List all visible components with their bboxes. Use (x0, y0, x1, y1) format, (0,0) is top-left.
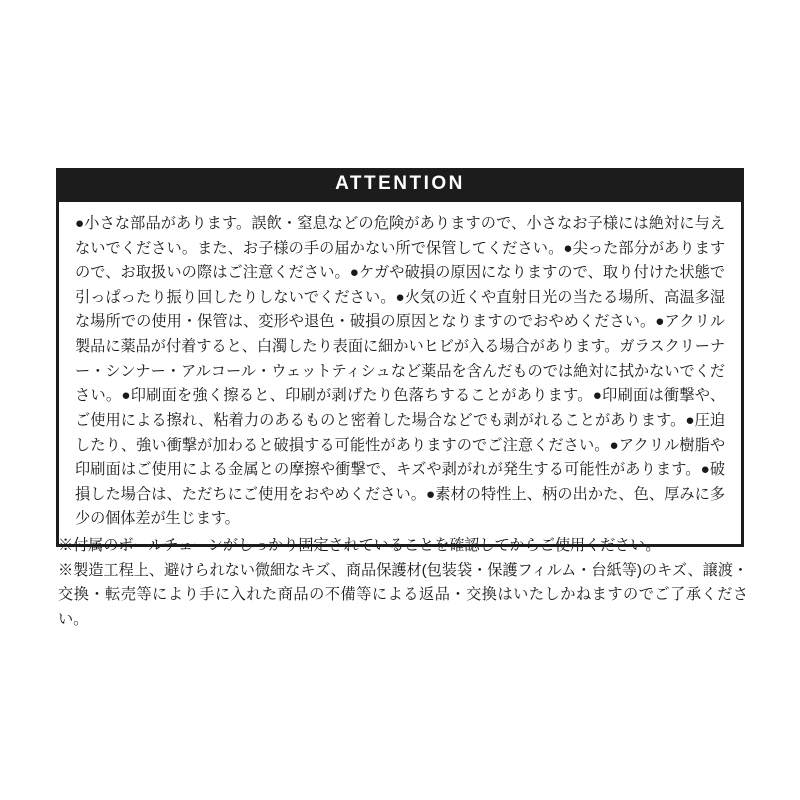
attention-heading: ATTENTION (56, 168, 744, 202)
footnote-item: ※製造工程上、避けられない微細なキズ、商品保護材(包装袋・保護フィルム・台紙等)のキズ、譲渡・交換・転売等により手に入れた商品の不備等による返品・交換はいたしかねますのでご了承ください。 (58, 561, 748, 628)
attention-body-text: ●小さな部品があります。誤飲・窒息などの危険がありますので、小さなお子様には絶対に与えないでください。また、お子様の手の届かない所で保管してください。●尖った部分がありますので、お取扱いの際はご注意ください。●ケガや破損の原因になりますので、取り付けた状態で引っぱったり振り回したりしないでください。●火気の近くや直射日光の当たる場所、高温多湿な場所での使用・保管は、変形や退色・破損の原因となりますのでおやめください。●アクリル製品に薬品が付着すると、白濁したり表面に細かいヒビが入る場合があります。ガラスクリーナー・シンナー・アルコール・ウェットティシュなど薬品を含んだものでは絶対に拭かないでください。●印刷面を強く擦ると、印刷が剥げたり色落ちすることがあります。●印刷面は衝撃や、ご使用による擦れ、粘着力のあるものと密着した場合などでも剥がれることがあります。●圧迫したり、強い衝撃が加わると破損する可能性がありますのでご注意ください。●アクリル樹脂や印刷面はご使用による金属との摩擦や衝撃で、キズや剥がれが発生する可能性があります。●破損した場合は、ただちにご使用をおやめください。●素材の特性上、柄の出かた、色、厚みに多少の個体差が生じます。 (75, 214, 725, 528)
footnotes (58, 534, 748, 633)
attention-notice (56, 168, 744, 547)
footnote-item: ※付属のボールチェーンがしっかり固定されていることを確認してからご使用ください。 (58, 537, 661, 554)
attention-body (56, 202, 744, 547)
